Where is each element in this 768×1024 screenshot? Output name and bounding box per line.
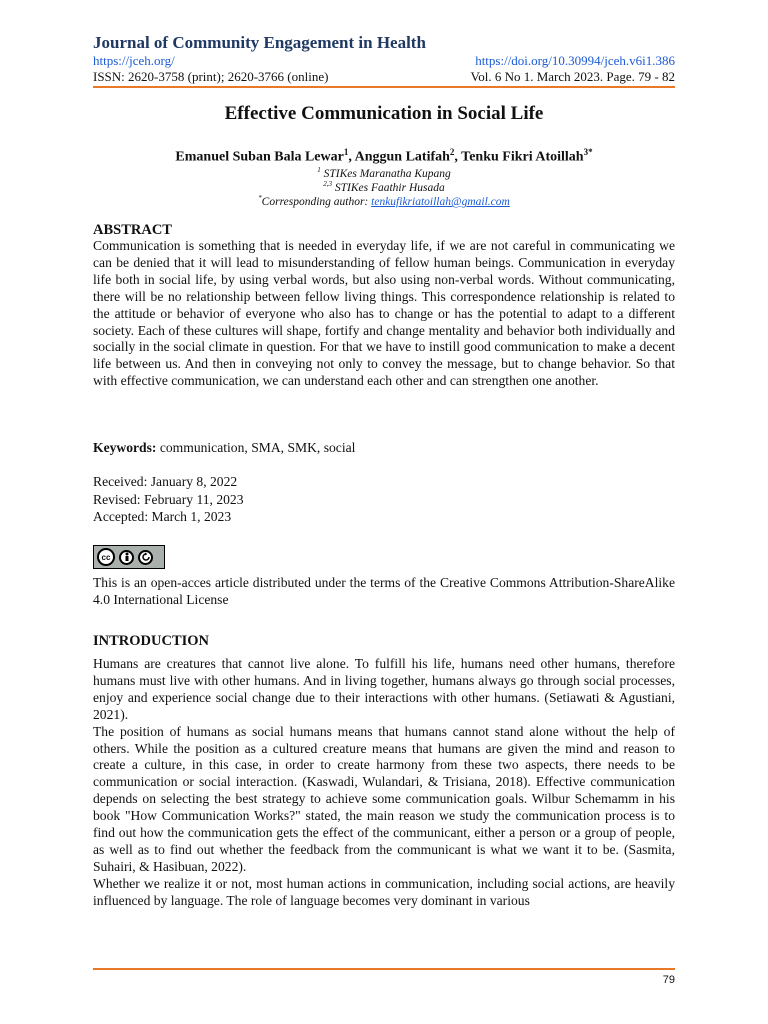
received-date: Received: January 8, 2022 <box>93 474 238 489</box>
volume-text: Vol. 6 No 1. March 2023. Page. 79 - 82 <box>470 69 675 84</box>
header-links-row <box>93 53 675 69</box>
issn-text: ISSN: 2620-3758 (print); 2620-3766 (online) <box>93 69 329 84</box>
introduction-paragraph: The position of humans as social humans means that humans cannot stand alone without the help of others. While the position as a cultured creature means that humans are given the mind and reason to create a culture, in this case, in order to create harmony from these two aspects, there needs to be communication or social interaction. (Kaswadi, Wulandari, & Trisiana, 2018). Effective communication depends on selecting the best strategy to achieve some communication goals. Wilbur Schemamm in his book "How Communication Works?" stated, the main reason we study the communication process is to find out how the communication gets the effect of the communicant, either a person or a group of people, as well as to find out whether the feedback from the communicant is what we want it to be. (Sasmita, Suhairi, & Hasibuan, 2022). <box>93 723 675 874</box>
author-name: Tenku Fikri Atoillah <box>461 149 584 165</box>
author-sup: 2 <box>449 147 455 157</box>
author-list: Emanuel Suban Bala Lewar$^1$, Anggun Latifah$^2$, Tenku Fikri Atoillah$^{3*}$ <box>175 147 593 165</box>
header-meta-row <box>93 69 675 85</box>
introduction-body <box>93 656 675 910</box>
corresponding-sup: * <box>258 194 262 202</box>
introduction-heading: INTRODUCTION <box>93 633 210 649</box>
affiliation-text: STIKes Maranatha Kupang <box>323 167 451 180</box>
license-text: This is an open-acces article distributed under the terms of the Creative Commons Attribution-ShareAlike 4.0 International License <box>93 575 675 607</box>
by-icon <box>119 550 134 565</box>
keywords-label: Keywords: <box>93 440 157 455</box>
abstract-heading: ABSTRACT <box>93 222 172 238</box>
author-sup: 3* <box>583 147 593 157</box>
article-title: Effective Communication in Social Life <box>224 103 544 124</box>
cc-by-sa-badge[interactable] <box>93 545 165 569</box>
revised-date: Revised: February 11, 2023 <box>93 491 244 507</box>
author-name: Emanuel Suban Bala Lewar <box>175 149 344 165</box>
footer-divider <box>93 968 675 970</box>
journal-site-link[interactable]: https://jceh.org/ <box>93 53 175 68</box>
header-divider <box>93 86 675 88</box>
sa-icon <box>138 550 153 565</box>
corresponding-author <box>93 191 675 209</box>
article-dates <box>93 473 244 526</box>
introduction-paragraph: Humans are creatures that cannot live alone. To fulfill his life, humans need other humans, therefore humans must live with other humans. And in living together, humans always go through social processes, enjoy and experience social change due to their interactions with other humans. (Setiawati & Agustiani, 2021). <box>93 656 675 722</box>
corresponding-label: Corresponding author: <box>261 195 372 208</box>
cc-icon: cc <box>97 548 115 566</box>
author-name: Anggun Latifah <box>354 149 450 165</box>
accepted-date: Accepted: March 1, 2023 <box>93 509 232 524</box>
journal-title: Journal of Community Engagement in Health <box>93 33 426 52</box>
corresponding-email-link[interactable]: tenkufikriatoillah@gmail.com <box>371 195 510 208</box>
introduction-paragraph: Whether we realize it or not, most human actions in communication, including social actions, are heavily influenced by language. The role of language becomes very dominant in various <box>93 875 675 908</box>
keywords-line <box>93 440 675 457</box>
affiliation-text: STIKes Faathir Husada <box>334 181 445 194</box>
keywords-values: communication, SMA, SMK, social <box>156 440 356 455</box>
page-number: 79 <box>662 974 675 986</box>
author-sup: 1 <box>343 147 349 157</box>
affiliation-sup: 1 <box>317 166 321 174</box>
affiliation-sup: 2,3 <box>323 180 332 188</box>
doi-link[interactable]: https://doi.org/10.30994/jceh.v6i1.386 <box>475 53 675 68</box>
abstract-text: Communication is something that is needed in everyday life, if we are not careful in communicating we can be denied that it will lead to misunderstanding of fellow human beings. Communication in everyday life both in social life, by using verbal words, but also using non-verbal words. Without communicating, there will be no relationship between fellow living things. This correspondence relationship is related to the attitude or behavior of everyone who also has to change or has the potential to adapt to a different society. Each of these cultures will shape, fortify and change mentality and behavior both individually and socially in the social climate in question. For that we have to instill good communication to make a decent life between us. And then in conveying not only to convey the message, but to change behavior. So that with effective communication, we can understand each other and can strengthen one another. <box>93 238 675 389</box>
